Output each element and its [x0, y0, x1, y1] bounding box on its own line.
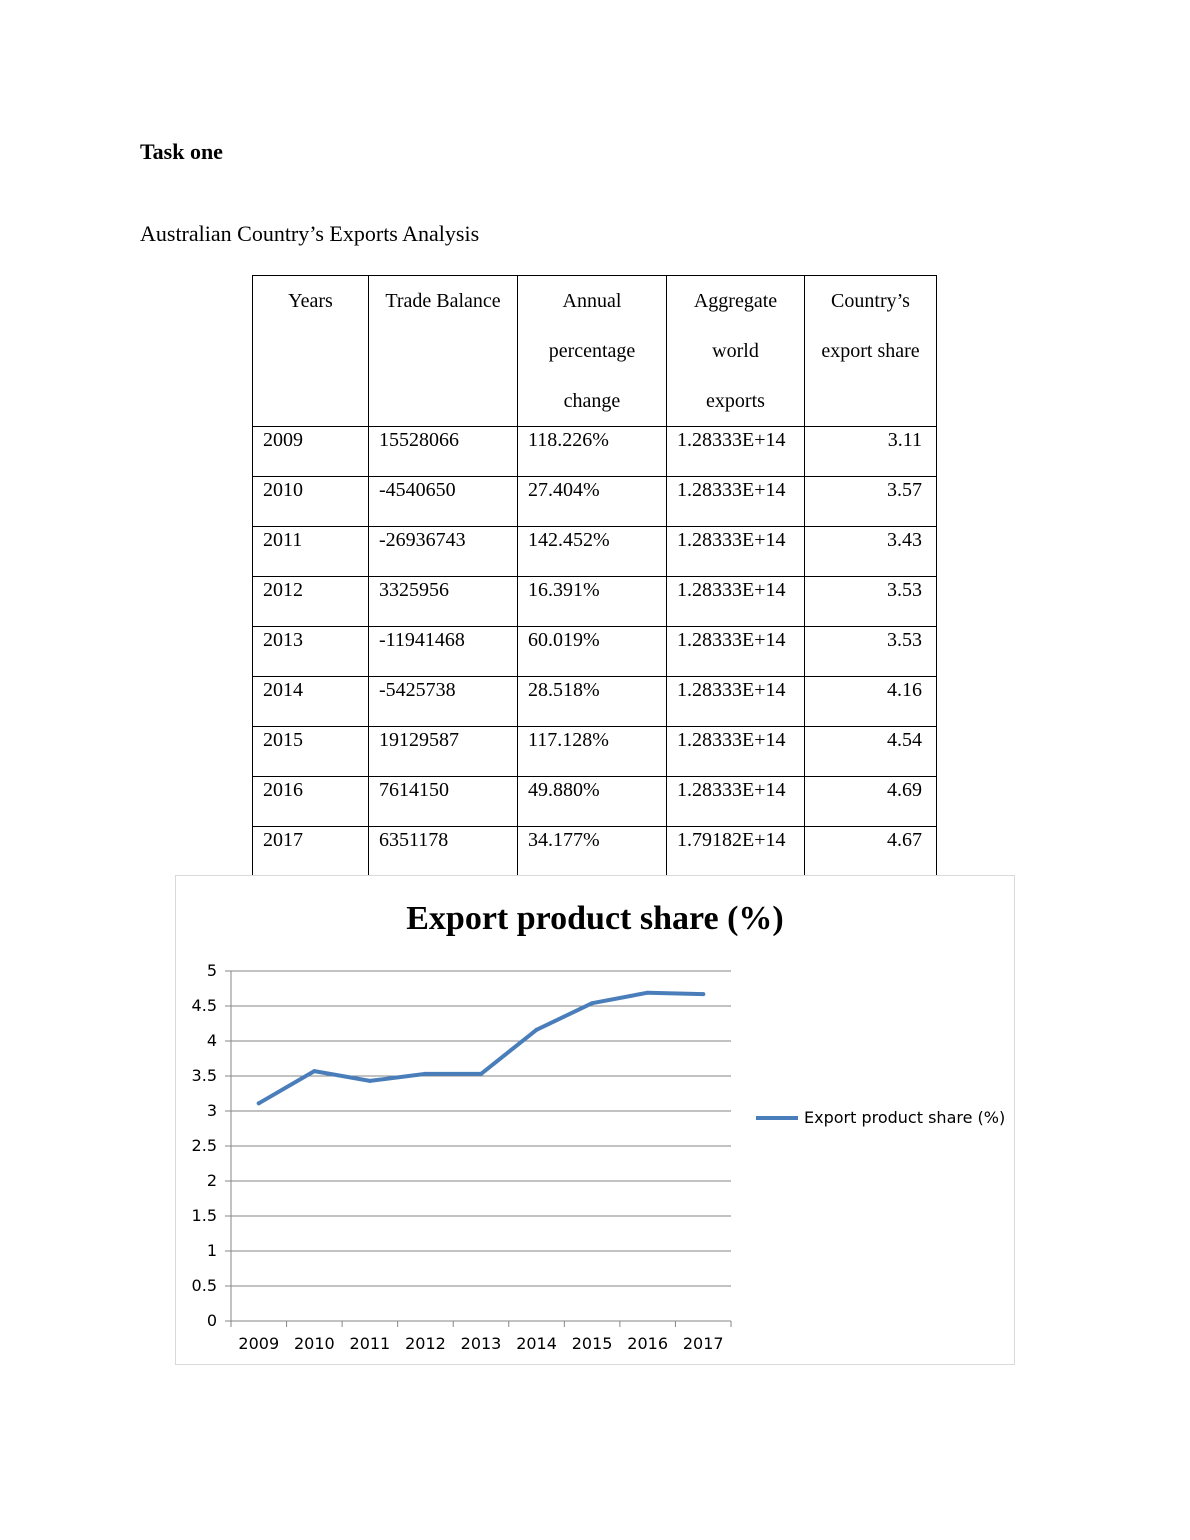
header-aggregate-exports: [667, 276, 805, 427]
cell-export-share: 4.54: [805, 727, 937, 777]
data-point: [535, 1028, 539, 1032]
cell-export-share: 3.53: [805, 627, 937, 677]
cell-world-exports: 1.28333E+14: [667, 427, 805, 477]
y-tick-label: 2: [206, 1171, 217, 1190]
header-line: exports: [706, 390, 765, 412]
data-point: [646, 991, 650, 995]
y-tick-label: 4.5: [191, 996, 217, 1015]
x-tick-label: 2015: [571, 1334, 613, 1353]
cell-annual-change: 142.452%: [518, 527, 667, 577]
x-tick-label: 2012: [405, 1334, 446, 1353]
cell-world-exports: 1.28333E+14: [667, 627, 805, 677]
cell-annual-change: 27.404%: [518, 477, 667, 527]
header-line: percentage: [548, 340, 636, 362]
legend-label: Export product share (%): [804, 1108, 1006, 1127]
x-tick-label: 2013: [460, 1334, 502, 1353]
header-line: Trade Balance: [385, 290, 501, 312]
cell-annual-change: 16.391%: [518, 577, 667, 627]
cell-world-exports: 1.28333E+14: [667, 777, 805, 827]
data-point: [479, 1072, 483, 1076]
data-point: [368, 1079, 372, 1083]
cell-export-share: 3.43: [805, 527, 937, 577]
x-tick-label: 2010: [293, 1334, 335, 1353]
cell-trade-balance: 19129587: [369, 727, 518, 777]
cell-annual-change: 118.226%: [518, 427, 667, 477]
cell-trade-balance: -26936743: [369, 527, 518, 577]
cell-year: 2013: [253, 627, 369, 677]
export-share-chart: [175, 875, 1015, 1365]
cell-world-exports: 1.28333E+14: [667, 477, 805, 527]
cell-trade-balance: 6351178: [369, 827, 518, 877]
data-point: [590, 1001, 594, 1005]
header-line: export share: [821, 340, 920, 362]
cell-trade-balance: 15528066: [369, 427, 518, 477]
table-row: [253, 727, 937, 777]
cell-year: 2010: [253, 477, 369, 527]
cell-export-share: 3.57: [805, 477, 937, 527]
table-row: [253, 427, 937, 477]
cell-annual-change: 60.019%: [518, 627, 667, 677]
data-point: [701, 992, 705, 996]
data-point: [423, 1072, 427, 1076]
cell-world-exports: 1.28333E+14: [667, 527, 805, 577]
header-line: Country’s: [831, 290, 910, 312]
header-line: Aggregate: [693, 290, 778, 312]
cell-year: 2016: [253, 777, 369, 827]
header-line: change: [563, 390, 621, 412]
table-row: [253, 777, 937, 827]
y-tick-label: 3: [206, 1101, 217, 1120]
x-tick-label: 2009: [238, 1334, 280, 1353]
cell-world-exports: 1.28333E+14: [667, 577, 805, 627]
cell-year: 2009: [253, 427, 369, 477]
x-tick-label: 2016: [627, 1334, 669, 1353]
cell-annual-change: 117.128%: [518, 727, 667, 777]
cell-year: 2012: [253, 577, 369, 627]
cell-export-share: 3.11: [805, 427, 937, 477]
cell-trade-balance: 3325956: [369, 577, 518, 627]
cell-year: 2014: [253, 677, 369, 727]
cell-world-exports: 1.79182E+14: [667, 827, 805, 877]
chart-title: Export product share (%): [406, 900, 784, 937]
cell-export-share: 4.67: [805, 827, 937, 877]
cell-trade-balance: -11941468: [369, 627, 518, 677]
x-tick-label: 2014: [516, 1334, 557, 1353]
header-trade-balance: [369, 276, 518, 427]
section-heading: Australian Country’s Exports Analysis: [140, 221, 480, 246]
y-tick-label: 1.5: [191, 1206, 217, 1225]
task-heading: Task one: [140, 139, 223, 164]
y-tick-label: 0.5: [191, 1276, 217, 1295]
y-tick-label: 5: [206, 961, 217, 980]
cell-annual-change: 49.880%: [518, 777, 667, 827]
cell-world-exports: 1.28333E+14: [667, 727, 805, 777]
y-tick-label: 4: [206, 1031, 217, 1050]
cell-trade-balance: -4540650: [369, 477, 518, 527]
header-annual-change: [518, 276, 667, 427]
header-line: Annual: [562, 290, 622, 312]
cell-annual-change: 34.177%: [518, 827, 667, 877]
table-row: [253, 827, 937, 877]
data-point: [257, 1101, 261, 1105]
table-row: [253, 527, 937, 577]
cell-export-share: 4.69: [805, 777, 937, 827]
header-export-share: [805, 276, 937, 427]
cell-trade-balance: 7614150: [369, 777, 518, 827]
cell-export-share: 4.16: [805, 677, 937, 727]
x-tick-label: 2011: [349, 1334, 391, 1353]
table-row: [253, 577, 937, 627]
x-tick-label: 2017: [682, 1334, 724, 1353]
cell-export-share: 3.53: [805, 577, 937, 627]
series-line: [259, 993, 703, 1104]
legend-line-swatch: [756, 1116, 798, 1120]
table-row: [253, 477, 937, 527]
table-row: [253, 627, 937, 677]
cell-annual-change: 28.518%: [518, 677, 667, 727]
table-header-row: [253, 276, 937, 427]
header-line: Years: [288, 290, 333, 312]
y-tick-label: 3.5: [191, 1066, 217, 1085]
data-point: [312, 1069, 316, 1073]
cell-world-exports: 1.28333E+14: [667, 677, 805, 727]
y-tick-label: 2.5: [191, 1136, 217, 1155]
exports-table: [252, 275, 937, 877]
cell-year: 2017: [253, 827, 369, 877]
chart-legend: [756, 1108, 1005, 1127]
header-years: [253, 276, 369, 427]
header-line: world: [712, 340, 759, 362]
y-tick-label: 0: [206, 1311, 217, 1330]
cell-trade-balance: -5425738: [369, 677, 518, 727]
cell-year: 2015: [253, 727, 369, 777]
cell-year: 2011: [253, 527, 369, 577]
table-row: [253, 677, 937, 727]
y-tick-label: 1: [206, 1241, 217, 1260]
